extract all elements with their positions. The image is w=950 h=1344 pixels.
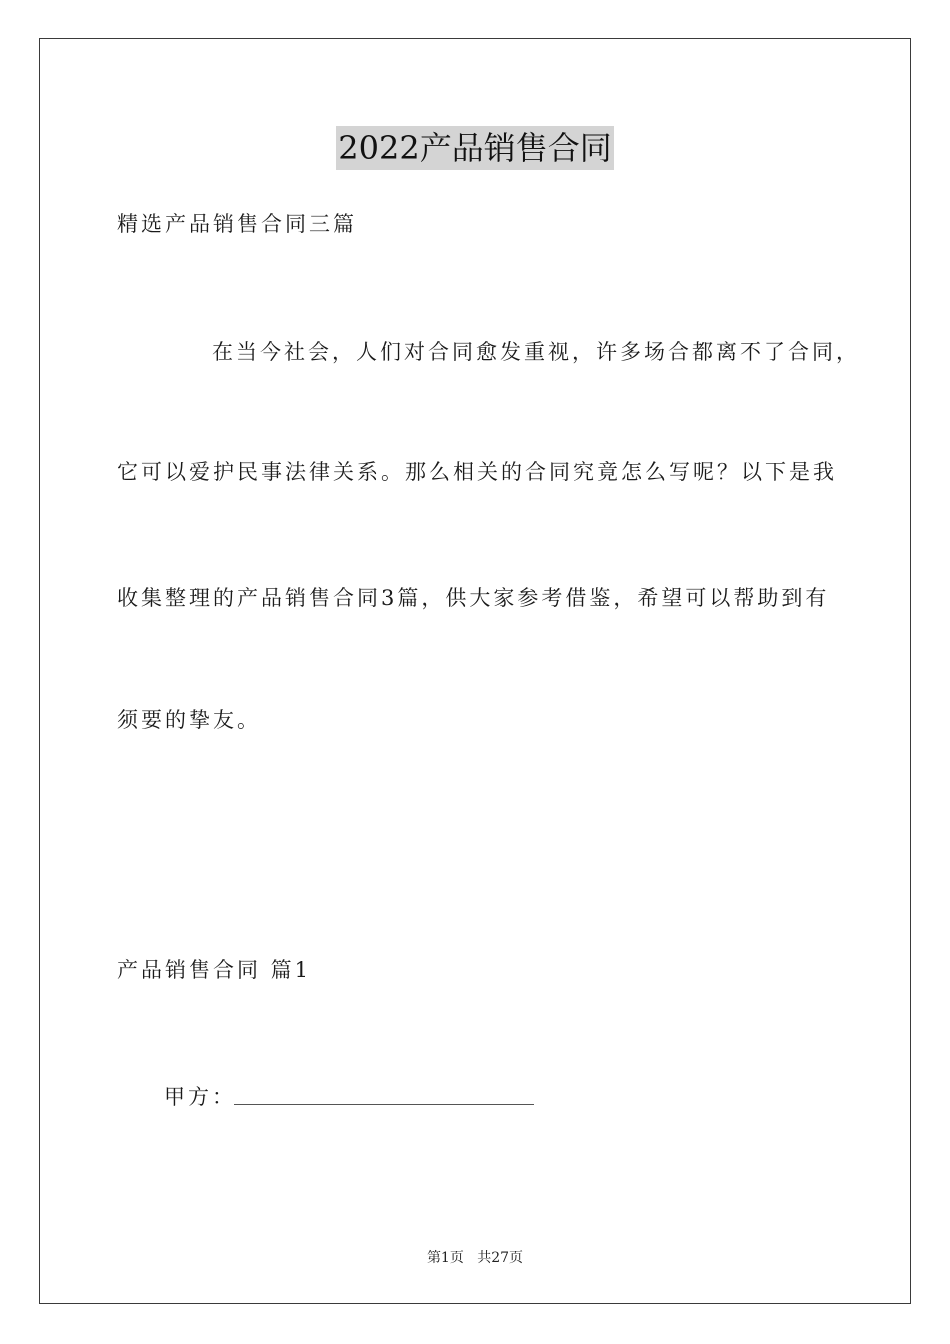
party-a-blank-line <box>234 1104 534 1105</box>
intro-paragraph-line-1: 在当今社会，人们对合同愈发重视，许多场合都离不了合同， <box>212 340 860 364</box>
page-number: 第1页 <box>426 1250 464 1266</box>
document-subtitle: 精选产品销售合同三篇 <box>117 212 357 236</box>
intro-paragraph-line-4: 须要的挚友。 <box>117 708 261 732</box>
page-footer <box>0 1248 950 1268</box>
section-heading: 产品销售合同 篇1 <box>117 958 312 982</box>
intro-paragraph-line-3: 收集整理的产品销售合同3篇，供大家参考借鉴，希望可以帮助到有 <box>117 586 830 610</box>
total-pages: 共27页 <box>477 1250 524 1266</box>
document-title: 2022产品销售合同 <box>336 126 613 170</box>
title-container <box>0 126 950 170</box>
party-a-label: 甲方： <box>164 1085 236 1109</box>
intro-paragraph-line-2: 它可以爱护民事法律关系。那么相关的合同究竟怎么写呢？以下是我 <box>117 460 837 484</box>
